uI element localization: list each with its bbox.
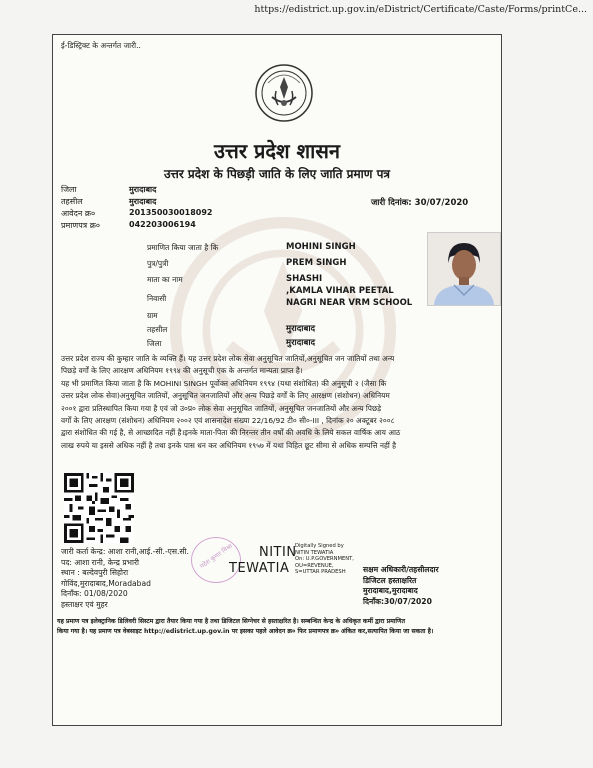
certificate-title: उत्तर प्रदेश के पिछड़ी जाति के लिए जाति प्रमाण पत्र — [163, 167, 391, 181]
issuing-date: दिनाँक: 01/08/2020 — [61, 589, 128, 598]
sig-detail: On: U.P.GOVERNMENT, — [295, 556, 354, 562]
detail-label-certified: प्रमाणित किया जाता है कि — [147, 243, 219, 252]
qr-code — [63, 473, 135, 543]
detail-value-address-1: ,KAMLA VIHAR PEETAL — [286, 286, 394, 296]
body-line: २००१ द्वारा प्रतिस्थापित किया गया है एवं जो उ०प्र० लोक सेवा अनुसूचित जातियों, अनुसूचित जनजातियों और अन्य पिछड़े — [61, 403, 382, 413]
meta-label-district: जिला — [61, 185, 77, 194]
body-line: उत्तर प्रदेश लोक सेवा)अनुसूचित जातियों, अनुसूचित जनजातियों और अन्य पिछड़े वर्गों के लिए आरक्षण (संशोधन) अधिनियम — [61, 391, 390, 401]
disclaimer-line: यह प्रमाण पत्र इलेक्ट्रानिक डिलिवरी सिस्टम द्वारा तैयार किया गया है तथा डिजिटल सिग्नेचर से हस्ताक्षरित है। सम्बन्धित केन्द्र के अधिकृत कर्मी द्वारा प्रमाणित — [57, 618, 406, 625]
sig-detail: S=UTTAR PRADESH — [295, 569, 346, 575]
meta-label-application-no: आवेदन क्र० — [61, 209, 96, 218]
signer-line-1: NITIN — [259, 545, 297, 560]
issuing-center: जारी कर्ता केन्द्र: आशा रानी,आई.-सी.-एस.सी. — [61, 547, 189, 556]
detail-value-tehsil: मुरादाबाद — [286, 324, 316, 334]
signature-and-seal-label: हस्ताक्षर एवं मुहर — [61, 599, 108, 609]
meta-value-district: मुरादाबाद — [129, 185, 157, 194]
detail-label-village: ग्राम — [147, 311, 158, 320]
issuing-place: स्थान : बल्देवपुरी सिहोरा — [61, 568, 129, 577]
up-emblem-icon — [254, 63, 314, 123]
detail-value-mother: SHASHI — [286, 274, 323, 284]
detail-value-father: PREM SINGH — [286, 258, 347, 268]
page-url: https://edistrict.up.gov.in/eDistrict/Certificate/Caste/Forms/printCe... — [254, 4, 587, 15]
meta-label-tehsil: तहसील — [61, 197, 83, 206]
disclaimer-line: किया गया है। यह प्रमाण पत्र वेबसाइट http://edistrict.up.gov.in पर इसका पहले आवेदन क्र० फिर प्रमाणपत्र क्र० अंकित कर,सत्यापित किया जा सकता है। — [57, 628, 434, 635]
issue-date: जारी दिनांक: 30/07/2020 — [371, 198, 469, 208]
detail-label-mother: माता का नाम — [147, 275, 183, 284]
sig-detail: OU=REVENUE, — [295, 562, 334, 569]
applicant-photo — [427, 232, 501, 306]
digital-signature-details — [295, 543, 354, 576]
authority-date: दिनाँक:30/07/2020 — [363, 596, 432, 606]
certificate-body — [61, 353, 497, 452]
body-line: यह भी प्रमाणित किया जाता है कि MOHINI SINGH पूर्वोक्त अधिनियम १९९४ (यथा संशोधित) की अनुसूची २ (जैसा कि — [61, 378, 387, 388]
issuing-office — [61, 547, 189, 610]
sig-detail: NITIN TEWATIA — [295, 549, 334, 556]
caste-certificate — [52, 34, 502, 726]
disclaimer — [57, 617, 497, 637]
body-line: उत्तर प्रदेश राज्य की कुम्हार जाति के व्यक्ति हैं। यह उत्तर प्रदेश लोक सेवा अनुसूचित जातियों,अनुसूचित जन जातियों तथा अन्य — [61, 354, 395, 363]
authority-title: सक्षम अधिकारी/तहसीलदार — [363, 565, 439, 574]
detail-label-tehsil: तहसील — [147, 325, 168, 334]
detail-value-district: मुरादाबाद — [286, 338, 316, 348]
sig-detail: Digitally Signed by — [295, 543, 344, 549]
stamp-text: महेश कुमार मिश्रा — [198, 542, 234, 571]
government-title: उत्तर प्रदेश शासन — [214, 139, 340, 163]
meta-value-tehsil: मुरादाबाद — [129, 197, 157, 206]
body-line: वर्गों के लिए आरक्षण (संशोधन) अधिनियम २००२ एवं शासनादेश संख्या 22/16/92 टी० सी०-III , दिनांक २० अक्टूबर २००८ — [61, 416, 395, 426]
competent-authority — [363, 565, 439, 607]
issuing-city: गोविंद,मुरादाबाद,Moradabad — [61, 578, 151, 588]
detail-label-child-of: पुत्र/पुत्री — [147, 259, 169, 268]
detail-value-address-2: NAGRI NEAR VRM SCHOOL — [286, 298, 413, 308]
meta-label-certificate-no: प्रमाणपत्र क्र० — [61, 221, 100, 230]
body-line: द्वारा संशोधित की गई है, से आच्छादित नहीं है।इनके माता-पिता की निरन्तर तीन वर्षों की अवधि के लिये सकल वार्षिक आय आठ — [61, 428, 401, 438]
signer-line-2: TEWATIA — [229, 561, 290, 576]
body-line: लाख रुपये या इससे अधिक नहीं है तथा इनके पास धन कर अधिनियम १९५७ में यथा विहित छूट सीमा से अधिक सम्पत्ति नहीं है — [61, 440, 397, 450]
detail-label-resident: निवासी — [147, 294, 167, 303]
edistrict-note: ई-डिस्ट्रिक्ट के अन्तर्गत जारी.. — [61, 41, 141, 50]
issuing-designation: पद: आशा रानी, केन्द्र प्रभारी — [61, 557, 140, 567]
detail-label-district: जिला — [147, 339, 162, 348]
authority-place: मुरादाबाद,मुरादाबाद — [363, 586, 418, 595]
meta-value-certificate-no: 042203006194 — [129, 220, 196, 229]
detail-value-name: MOHINI SINGH — [286, 242, 356, 252]
meta-value-application-no: 201350030018092 — [129, 208, 213, 217]
body-line: पिछड़े वर्गों के लिए आरक्षण अधिनियम १९९४ की अनुसूची एक के अन्तर्गत मान्यता प्राप्त है। — [61, 366, 303, 376]
digital-signature — [229, 545, 297, 577]
authority-signed: डिजिटल हस्ताक्षरित — [363, 575, 417, 585]
